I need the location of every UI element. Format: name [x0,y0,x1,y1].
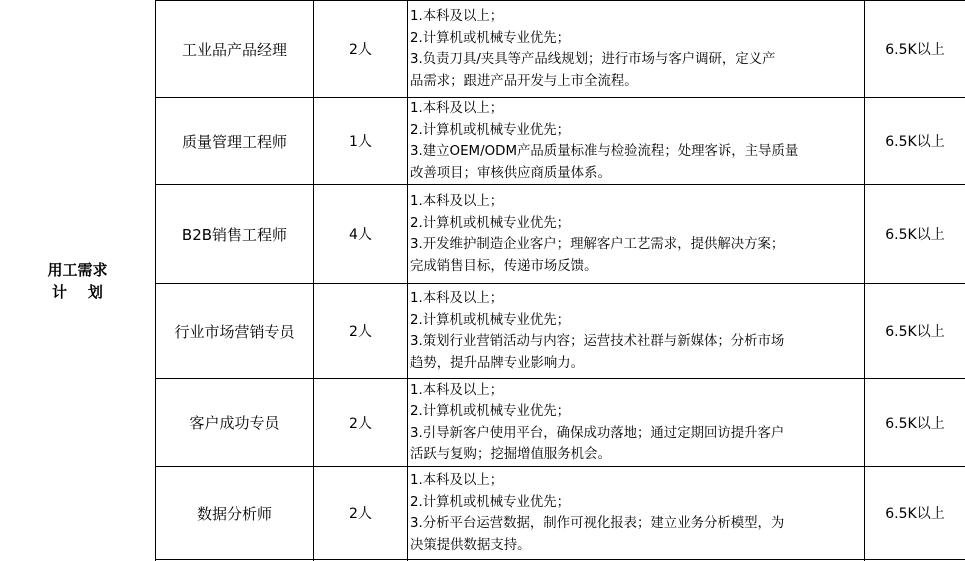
headcount: 4人 [349,227,372,243]
requirement-line: 趋势，提升品牌专业影响力。 [410,355,585,371]
requirements-cell [408,185,864,283]
requirement-line: 1.本科及以上； [410,291,504,306]
requirement-line: 品需求；跟进产品开发与上市全流程。 [410,73,638,89]
category-label-line1: 用工需求 [47,260,108,279]
requirement-line: 3.负责刀具/夹具等产品线规划；进行市场与客户调研，定义产 [410,52,776,67]
headcount: 1人 [349,134,372,150]
requirement-line: 3.开发维护制造企业客户；理解客户工艺需求，提供解决方案； [410,237,785,252]
requirement-line: 3.策划行业营销活动与内容；运营技术社群与新媒体；分析市场 [410,334,785,349]
requirement-line: 1.本科及以上； [410,473,504,488]
headcount: 2人 [349,506,372,522]
job-title: 数据分析师 [196,504,272,523]
salary: 6.5K以上 [885,506,945,522]
requirement-line: 完成销售目标，传递市场反馈。 [410,258,598,274]
requirement-line: 2.计算机或机械专业优先； [410,30,571,46]
table-row [0,284,965,378]
requirement-line: 决策提供数据支持。 [410,537,531,553]
salary: 6.5K以上 [885,134,945,150]
headcount: 2人 [349,415,372,432]
table-row [0,467,965,559]
requirement-line: 1.本科及以上； [410,382,504,398]
salary: 6.5K以上 [885,415,945,432]
grid-line [155,559,965,560]
requirement-line: 3.建立OEM/ODM产品质量标准与检验流程；处理客诉，主导质量 [410,144,799,159]
job-title: 客户成功专员 [189,414,280,432]
requirement-line: 1.本科及以上； [410,101,504,116]
job-title: 工业品产品经理 [181,40,287,59]
job-title: 质量管理工程师 [181,132,287,151]
requirements-cell [408,467,864,559]
salary: 6.5K以上 [885,324,945,340]
requirement-line: 2.计算机或机械专业优先； [410,404,571,419]
requirements-cell [408,1,864,97]
table-row [0,379,965,466]
requirement-line: 改善项目；审核供应商质量体系。 [410,165,611,181]
requirement-line: 1.本科及以上； [410,9,504,24]
requirement-line: 活跃与复购；挖掘增值服务机会。 [410,447,611,462]
requirements-cell [408,98,864,184]
table-row [0,185,965,283]
table-row [0,98,965,184]
job-title: 行业市场营销专员 [174,322,295,341]
requirement-line: 1.本科及以上； [410,194,504,209]
requirement-line: 2.计算机或机械专业优先； [410,312,571,328]
table-row [0,1,965,97]
job-title: B2B销售工程师 [181,225,288,244]
salary: 6.5K以上 [885,42,945,58]
category-label-line2: 计 划 [52,282,103,301]
requirements-cell [408,379,864,466]
requirement-line: 3.分析平台运营数据，制作可视化报表；建立业务分析模型，为 [410,516,785,531]
salary: 6.5K以上 [885,227,945,243]
requirements-cell [408,284,864,378]
requirement-line: 3.引导新客户使用平台，确保成功落地；通过定期回访提升客户 [410,425,785,441]
requirement-line: 2.计算机或机械专业优先； [410,494,571,510]
requirement-line: 2.计算机或机械专业优先； [410,215,571,231]
requirement-line: 2.计算机或机械专业优先； [410,122,571,138]
headcount: 2人 [349,42,372,58]
headcount: 2人 [349,324,372,340]
